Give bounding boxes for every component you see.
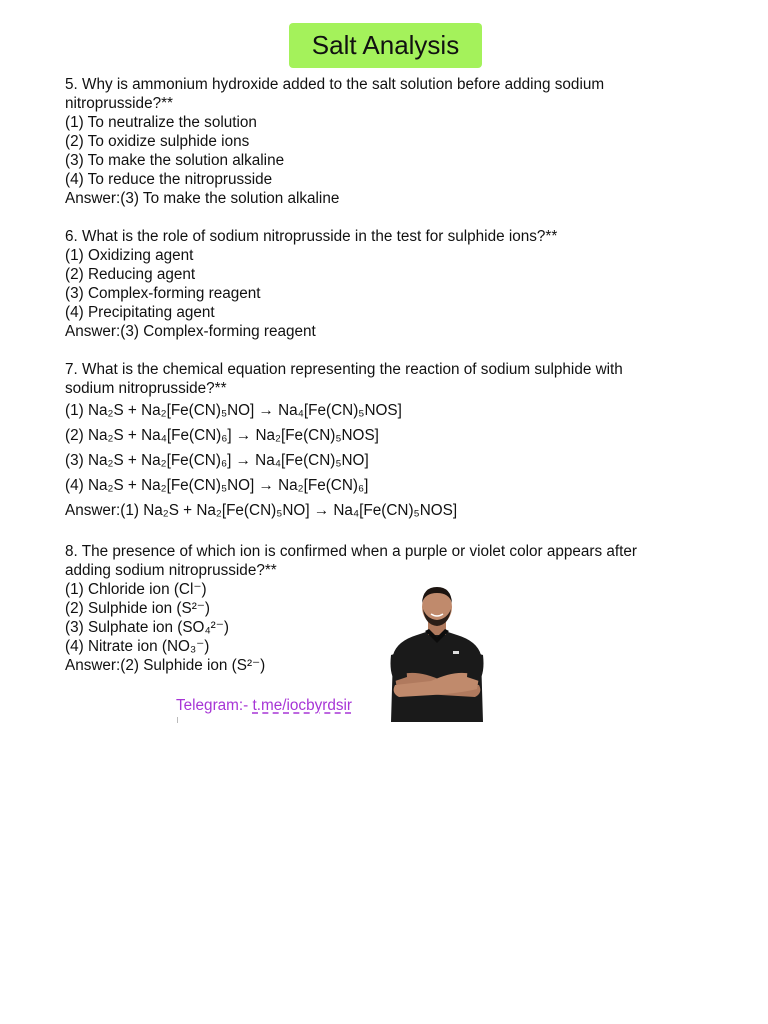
q7-option-3: (3) Na₂S + Na₂[Fe(CN)₆] → Na₄[Fe(CN)₅NO] bbox=[65, 452, 369, 469]
q7-option-4: (4) Na₂S + Na₂[Fe(CN)₅NO] → Na₂[Fe(CN)₆] bbox=[65, 477, 369, 494]
page-title-text: Salt Analysis bbox=[311, 30, 460, 60]
q5-question-line-2: nitroprusside?** bbox=[65, 95, 173, 112]
q6-option-4: (4) Precipitating agent bbox=[65, 304, 215, 321]
q8-option-4: (4) Nitrate ion (NO₃⁻) bbox=[65, 638, 210, 655]
q5-option-1: (1) To neutralize the solution bbox=[65, 114, 257, 131]
q7-question-line-1: 7. What is the chemical equation representing the reaction of sodium sulphide with bbox=[65, 361, 623, 378]
q5-option-2: (2) To oxidize sulphide ions bbox=[65, 133, 250, 150]
q5-option-4: (4) To reduce the nitroprusside bbox=[65, 171, 273, 188]
q6-option-3: (3) Complex-forming reagent bbox=[65, 285, 261, 302]
q7-question-line-2: sodium nitroprusside?** bbox=[65, 380, 227, 397]
q8-option-2: (2) Sulphide ion (S²⁻) bbox=[65, 600, 210, 617]
q6-question: 6. What is the role of sodium nitroprusside in the test for sulphide ions?** bbox=[65, 228, 558, 245]
page-title bbox=[289, 23, 482, 68]
q6-option-1: (1) Oxidizing agent bbox=[65, 247, 194, 264]
q5-answer: Answer:(3) To make the solution alkaline bbox=[65, 190, 340, 207]
text-cursor bbox=[177, 717, 178, 723]
telegram-link[interactable]: t.me/iocbyrdsir bbox=[252, 697, 352, 714]
q5-option-3: (3) To make the solution alkaline bbox=[65, 152, 285, 169]
q7-option-2: (2) Na₂S + Na₄[Fe(CN)₆] → Na₂[Fe(CN)₅NOS] bbox=[65, 427, 379, 444]
q7-option-1: (1) Na₂S + Na₂[Fe(CN)₅NO] → Na₄[Fe(CN)₅NOS] bbox=[65, 402, 402, 419]
q7-answer: Answer:(1) Na₂S + Na₂[Fe(CN)₅NO] → Na₄[Fe(CN)₅NOS] bbox=[65, 502, 458, 519]
q6-answer: Answer:(3) Complex-forming reagent bbox=[65, 323, 316, 340]
q6-option-2: (2) Reducing agent bbox=[65, 266, 196, 283]
q5-question-line-1: 5. Why is ammonium hydroxide added to the salt solution before adding sodium bbox=[65, 76, 605, 93]
q8-option-1: (1) Chloride ion (Cl⁻) bbox=[65, 581, 207, 598]
telegram-line bbox=[176, 697, 352, 715]
presenter-photo-icon bbox=[383, 585, 491, 722]
q8-question-line-1: 8. The presence of which ion is confirmed when a purple or violet color appears after bbox=[65, 543, 637, 560]
q8-option-3: (3) Sulphate ion (SO₄²⁻) bbox=[65, 619, 229, 636]
q8-question-line-2: adding sodium nitroprusside?** bbox=[65, 562, 277, 579]
q8-answer: Answer:(2) Sulphide ion (S²⁻) bbox=[65, 657, 266, 674]
telegram-label: Telegram:- bbox=[176, 697, 253, 714]
